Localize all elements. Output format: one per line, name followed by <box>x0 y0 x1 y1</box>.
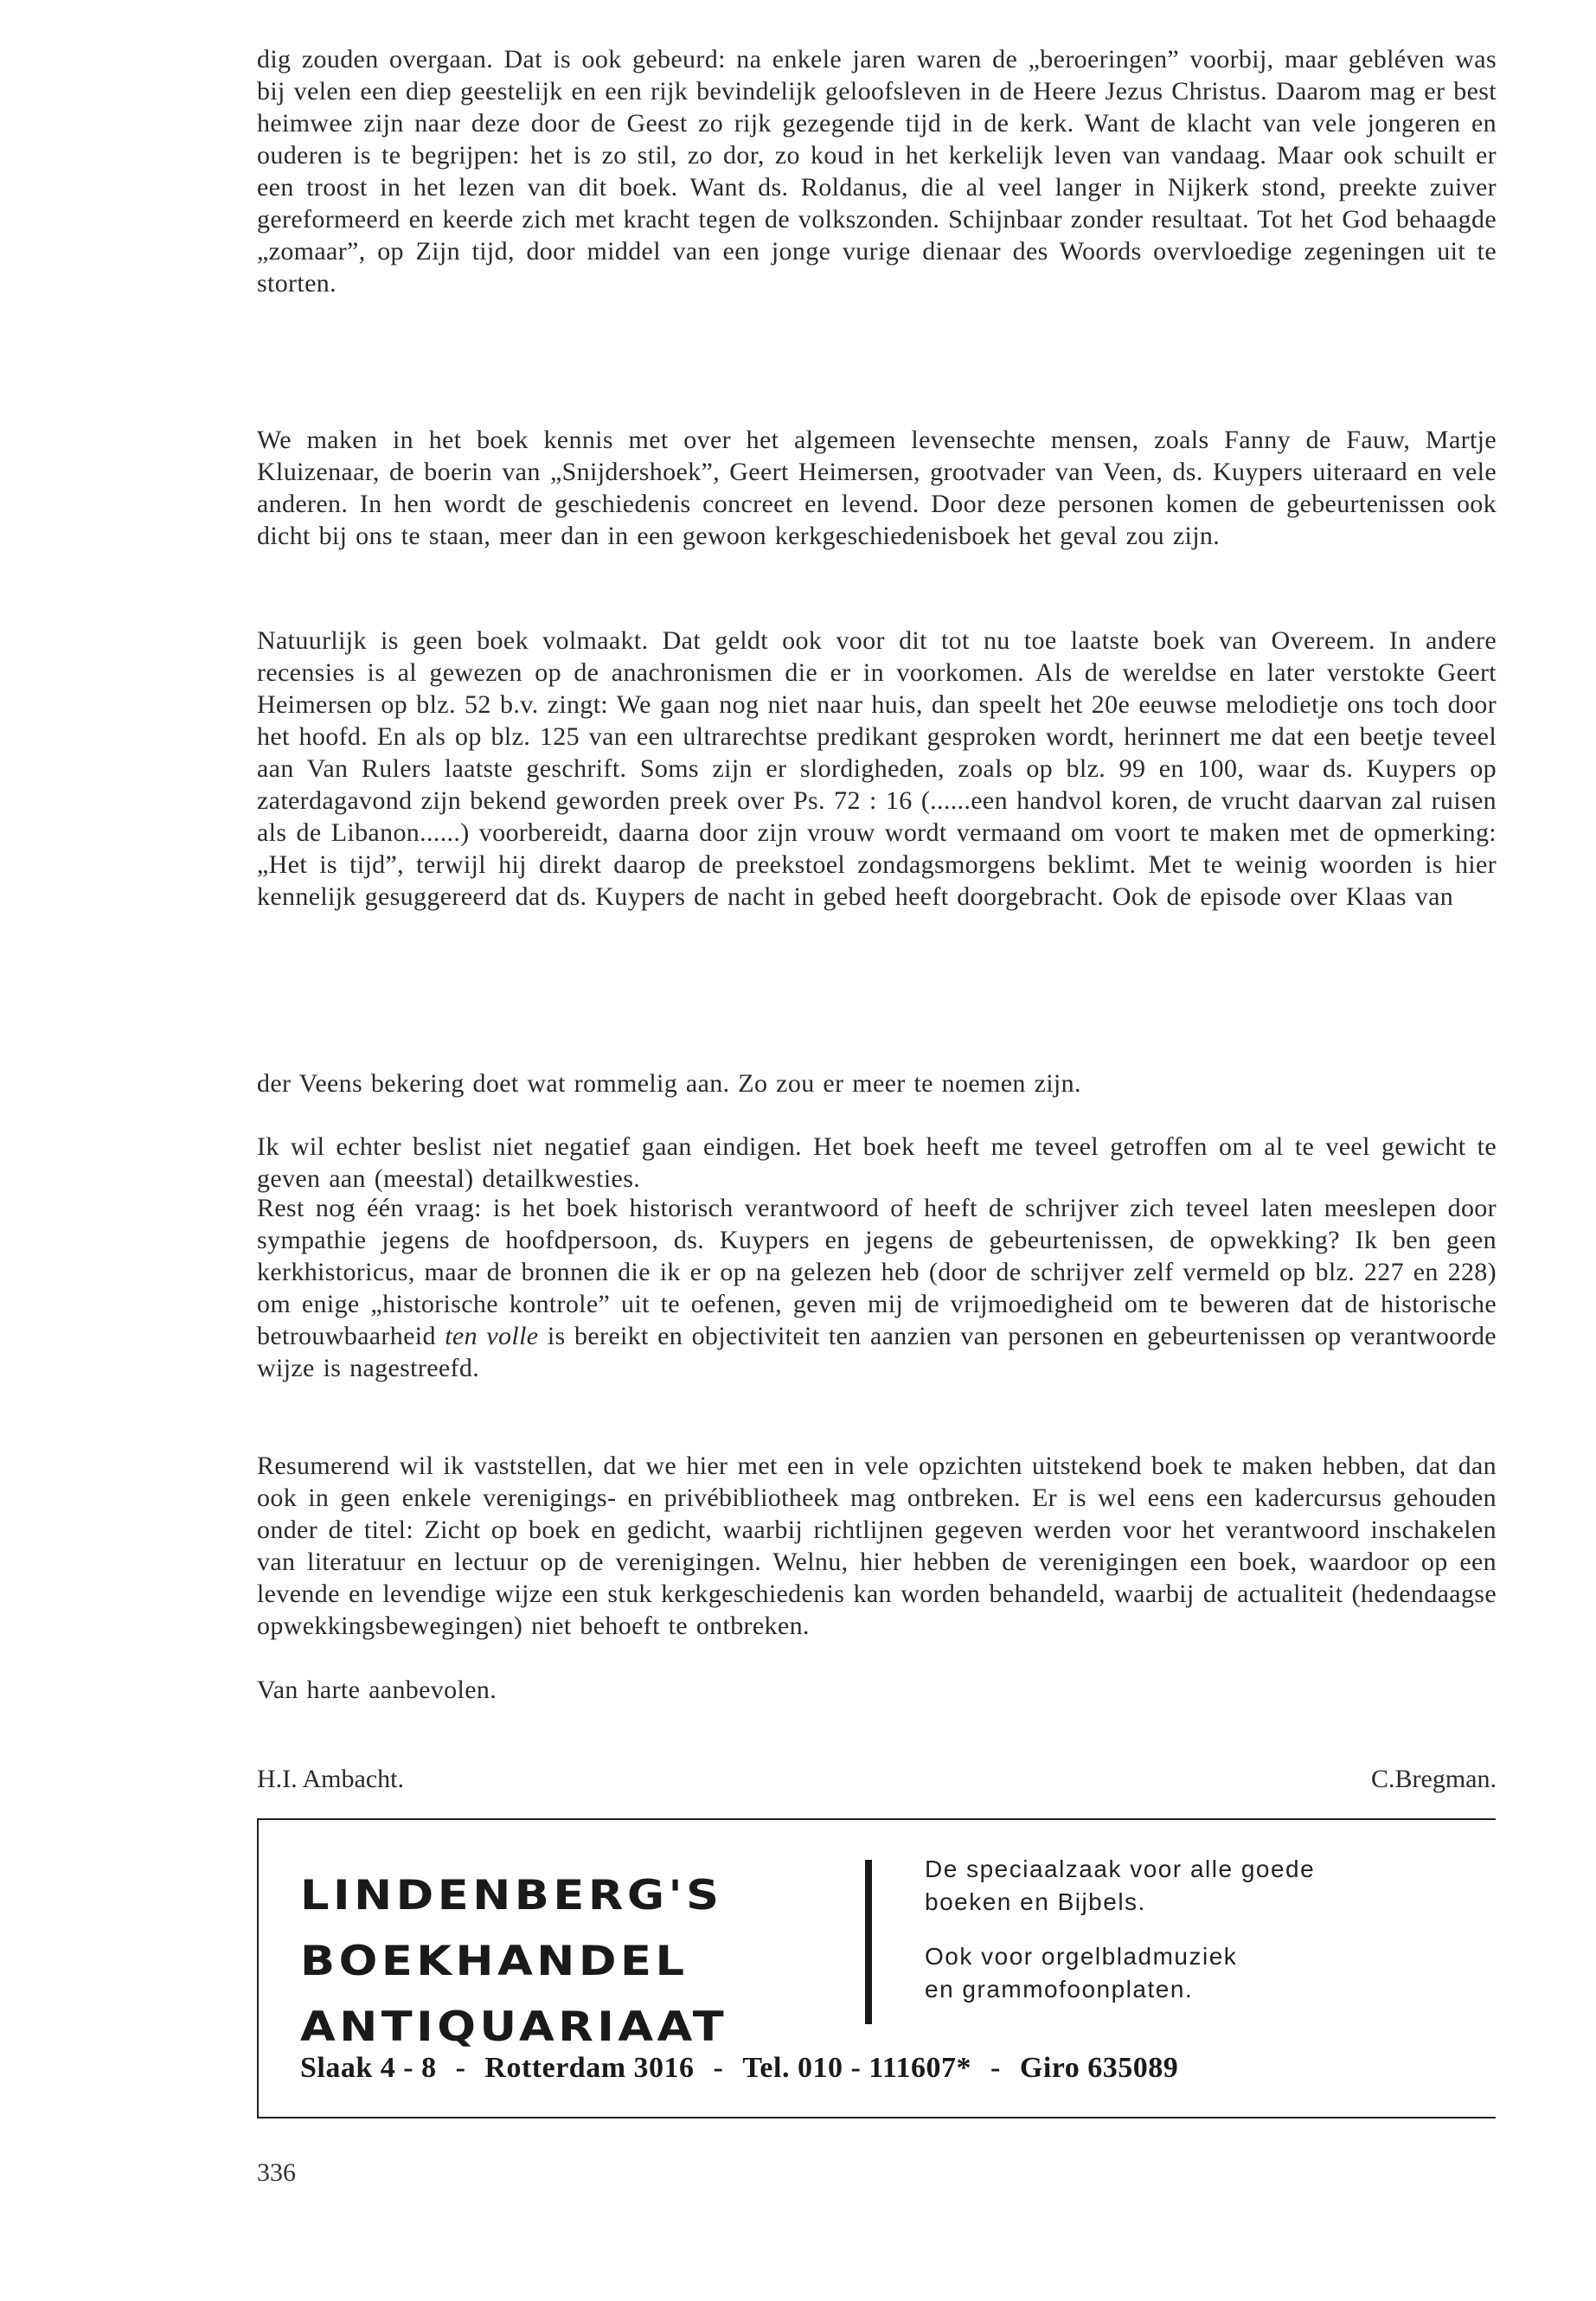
shop-address: Slaak 4 - 8 <box>300 2052 437 2084</box>
bookshop-advertisement <box>257 1818 1496 2118</box>
shop-phone: Tel. 010 - 111607* <box>742 2052 972 2084</box>
author-name: C.Bregman. <box>1371 1765 1497 1793</box>
ad-description-line: Ook voor orgelbladmuziek <box>925 1943 1238 1970</box>
article-paragraph <box>257 1192 1497 1384</box>
article-paragraph: Ik wil echter beslist niet negatief gaan eindigen. Het boek heeft me teveel getroffen om al te veel gewicht te geven aan (meestal) detailkwesties. <box>257 1132 1497 1193</box>
article-paragraph: dig zouden overgaan. Dat is ook gebeurd: na enkele jaren waren de „beroeringen” voorbij, maar gebléven was bij velen een diep geestelijk en een rijk bevindelijk geloofsleven in de Heere Jezus Christus. Daarom mag er best heimwee zijn naar deze door de Geest zo rijk gezegende tijd in de kerk. Want de klacht van vele jongeren en ouderen is te begrijpen: het is zo stil, zo dor, zo koud in het kerkelijk leven van vandaag. Maar ook schuilt er een troost in het lezen van dit boek. Want ds. Roldanus, die al veel langer in Nijkerk stond, preekte zuiver gereformeerd en keerde zich met kracht tegen de volkszonden. Schijnbaar zonder resultaat. Tot het God behaagde „zomaar”, op Zijn tijd, door middel van een jonge vurige dienaar des Woords overvloedige zegeningen uit te storten. <box>257 45 1497 298</box>
paragraph-text: is bereikt en objectiviteit ten aanzien van personen en gebeurtenissen op verantwoorde wijze is nagestreefd. <box>257 1322 1497 1382</box>
separator: - <box>713 2052 724 2084</box>
vertical-divider <box>865 1860 872 2024</box>
article-paragraph: Resumerend wil ik vaststellen, dat we hier met een in vele opzichten uitstekend boek te maken hebben, dat dan ook in geen enkele verenigings- en privébibliotheek mag ontbreken. Er is wel eens een kadercursus gehouden onder de titel: Zicht op boek en gedicht, waarbij richtlijnen gegeven werden voor het verantwoord inschakelen van literatuur en lectuur op de verenigingen. Welnu, hier hebben de verenigingen een boek, waardoor op een levende en levendige wijze een stuk kerkgeschiedenis kan worden behandeld, waarbij de actualiteit (hedendaagse opwekkingsbewegingen) niet behoeft te ontbreken. <box>257 1452 1497 1640</box>
article-paragraph: Natuurlijk is geen boek volmaakt. Dat geldt ook voor dit tot nu toe laatste boek van Overeem. In andere recensies is al gewezen op de anachronismen die er in voorkomen. Als de wereldse en later verstokte Geert Heimersen op blz. 52 b.v. zingt: We gaan nog niet naar huis, dan speelt het 20e eeuwse melodietje ons toch door het hoofd. En als op blz. 125 van een ultrarechtse predikant gesproken wordt, herinnert me dat een beetje teveel aan Van Rulers laatste geschrift. Soms zijn er slordigheden, zoals op blz. 99 en 100, waar ds. Kuypers op zaterdagavond zijn bekend geworden preek over Ps. 72 : 16 (......een handvol koren, de vrucht daarvan zal ruisen als de Libanon......) voorbereidt, daarna door zijn vrouw wordt vermaand om voort te maken met de opmerking: „Het is tijd”, terwijl hij direkt daarop de preekstoel zondagsmorgens beklimt. Met te weinig woorden is hier kennelijk gesuggereerd dat ds. Kuypers de nacht in gebed heeft doorgebracht. Ook de episode over Klaas van <box>257 626 1497 911</box>
ad-description-line: en grammofoonplaten. <box>925 1976 1194 2003</box>
shop-name-line: ANTIQUARIAAT <box>300 2003 728 2051</box>
ad-description-line: boeken en Bijbels. <box>925 1888 1146 1915</box>
article-paragraph: der Veens bekering doet wat rommelig aan. Zo zou er meer te noemen zijn. <box>257 1069 1081 1098</box>
ad-contact-line <box>300 2052 1459 2085</box>
article-paragraph: Van harte aanbevolen. <box>257 1676 497 1704</box>
place-name: H.I. Ambacht. <box>257 1765 404 1793</box>
article-paragraph: We maken in het boek kennis met over het algemeen levensechte mensen, zoals Fanny de Fauw, Martje Kluizenaar, de boerin van „Snijdershoek”, Geert Heimersen, grootvader van Veen, ds. Kuypers uiteraard en vele anderen. In hen wordt de geschiedenis concreet en levend. Door deze personen komen de gebeurtenissen ook dicht bij ons te staan, meer dan in een gewoon kerkgeschiedenisboek het geval zou zijn. <box>257 426 1497 550</box>
shop-name-line: BOEKHANDEL <box>300 1938 689 1985</box>
shop-name-line: LINDENBERG'S <box>300 1872 723 1920</box>
separator: - <box>990 2052 1001 2084</box>
signature-row <box>257 1765 1497 1799</box>
ad-description-line: De speciaalzaak voor alle goede <box>925 1856 1316 1882</box>
separator: - <box>455 2052 466 2084</box>
shop-giro: Giro 635089 <box>1019 2052 1179 2084</box>
page-number: 336 <box>257 2158 296 2187</box>
emphasis-text: ten volle <box>445 1322 539 1350</box>
shop-city: Rotterdam 3016 <box>484 2052 695 2084</box>
paragraph-text: Rest nog één vraag: is het boek historisch verantwoord of heeft de schrijver zich teveel laten meeslepen door sympathie jegens de hoofdpersoon, ds. Kuypers en jegens de gebeurtenissen, de opwekking? Ik ben geen kerkhistoricus, maar de bronnen die ik er op na gelezen heb (door de schrijver zelf vermeld op blz. 227 en 228) om enige „historische kontrole” uit te oefenen, geven mij de vrijmoedigheid om te beweren dat de historische betrouwbaarheid <box>257 1194 1497 1350</box>
